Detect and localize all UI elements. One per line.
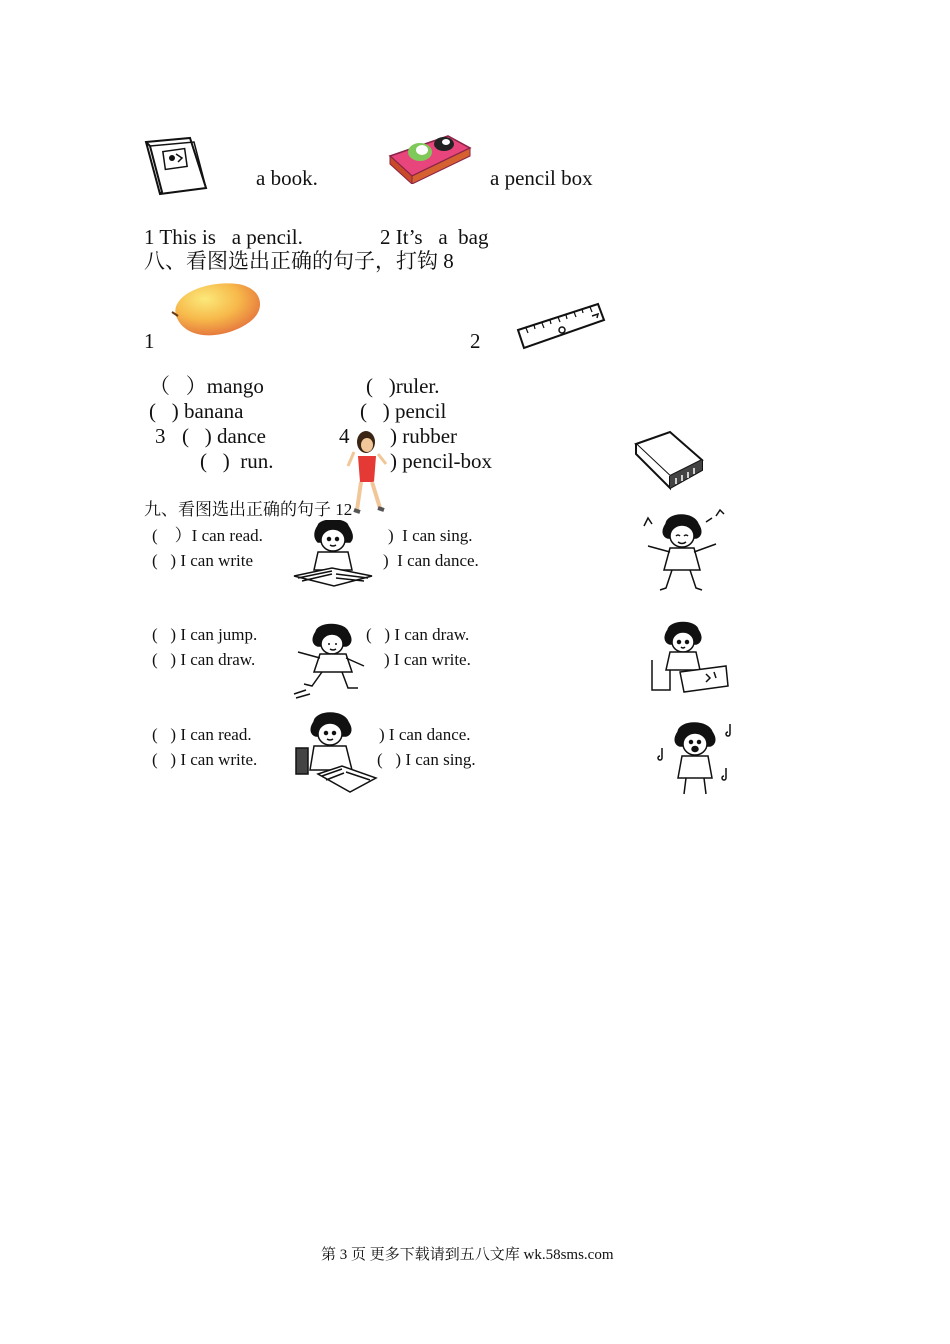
section-9-title: 九、看图选出正确的句子 12 (144, 500, 353, 519)
q9-6-option-dance[interactable]: ) I can dance. (379, 725, 471, 744)
ruler-picture (516, 300, 606, 354)
girl-dancing-picture (636, 506, 730, 594)
q9-6-option-sing[interactable]: ( ) I can sing. (377, 750, 476, 769)
q9-5-option-read[interactable]: ( ) I can read. (152, 725, 252, 744)
q9-1-option-read[interactable]: ( ）I can read. (152, 526, 263, 545)
sentence-1: 1 This is a pencil. (144, 225, 303, 249)
q9-3-option-jump[interactable]: ( ) I can jump. (152, 625, 258, 644)
pencil-box-caption: a pencil box (490, 166, 593, 190)
q9-4-option-draw[interactable]: ( ) I can draw. (366, 625, 470, 644)
girl-reading-picture (292, 708, 380, 798)
girl-singing-picture (656, 718, 738, 798)
book-picture (142, 136, 210, 196)
q9-3-option-draw[interactable]: ( ) I can draw. (152, 650, 256, 669)
q3-option-dance[interactable]: ( ) dance (182, 424, 266, 448)
q9-2-option-dance[interactable]: ) I can dance. (383, 551, 479, 570)
girl-drawing-picture (650, 620, 730, 696)
q9-2-option-sing[interactable]: ) I can sing. (388, 526, 473, 545)
question-number-1: 1 (144, 329, 155, 353)
q2-option-ruler[interactable]: ( )ruler. (366, 374, 440, 398)
q3-option-run[interactable]: ( ) run. (200, 449, 274, 473)
q9-4-option-write[interactable]: ) I can write. (384, 650, 471, 669)
q9-5-option-write[interactable]: ( ) I can write. (152, 750, 258, 769)
section-8-title: 八、看图选出正确的句子，打钩 8 (144, 249, 454, 273)
q4-option-pencil-box[interactable]: ) pencil-box (390, 449, 493, 473)
q9-1-option-write[interactable]: ( ) I can write (152, 551, 254, 570)
question-number-2: 2 (470, 329, 481, 353)
sentence-2: 2 It’s a bag (380, 225, 489, 249)
girl-writing-picture (292, 520, 374, 592)
pencil-box-picture (386, 126, 474, 184)
page-footer: 第 3 页 更多下载请到五八文库 wk.58sms.com (321, 1247, 614, 1263)
question-number-4: 4 (339, 424, 350, 448)
book-caption: a book. (256, 166, 318, 190)
question-number-3: 3 (155, 424, 166, 448)
q2-option-pencil[interactable]: ( ) pencil (360, 399, 447, 423)
rubber-picture (630, 430, 706, 496)
q4-option-rubber[interactable]: ) rubber (390, 424, 458, 448)
running-girl-picture (346, 430, 388, 520)
q1-option-banana[interactable]: ( ) banana (149, 399, 244, 423)
girl-jumping-picture (292, 622, 370, 700)
q1-option-mango[interactable]: （ ）mango (149, 374, 264, 398)
mango-picture (168, 280, 266, 342)
